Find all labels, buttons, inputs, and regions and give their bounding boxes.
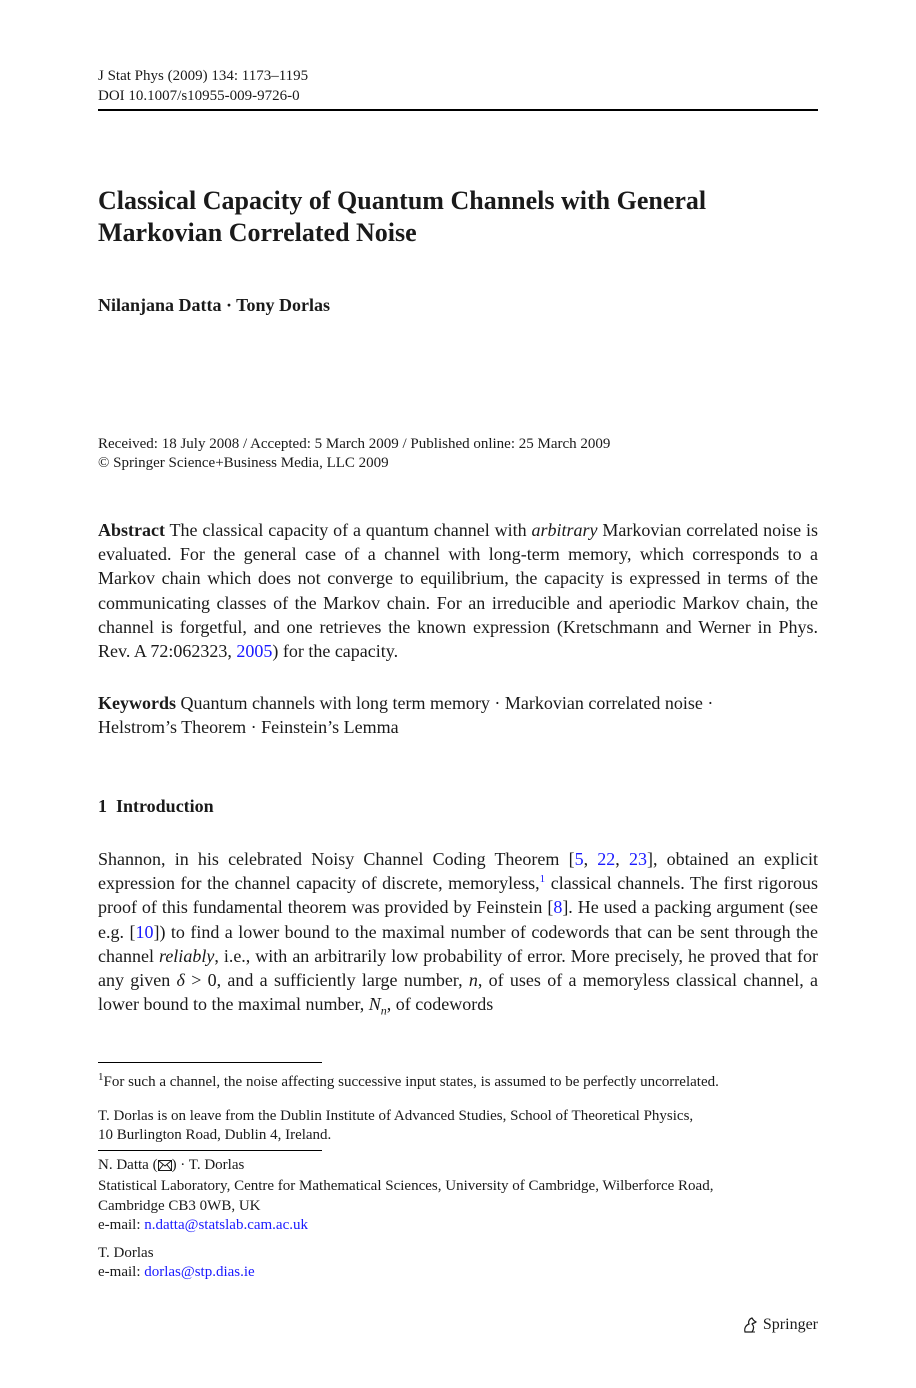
- intro-paragraph: Shannon, in his celebrated Noisy Channel Coding Theorem [5, 22, 23], obtained an explicit expression for the channel capacity of discrete, memoryless,$^1$ classical channels. The first rigorous proof of this fundamental theorem was provided by Feinstein [8]. He used a packing argument (see e.g. [10]) to find a lower bound to the maximal number of codewords that can be sent through the channel reliably, i.e., with an arbitrarily low probability of error. More precisely, he proved that for any given δ > 0, and a sufficiently large number, n, of uses of a memoryless classical channel, a lower bound to the maximal number, $N_n$, of codewords: [98, 849, 819, 1018]
- footnote: $^1$For such a channel, the noise affecting successive input states, is assumed to be perfectly uncorrelated.: [98, 1071, 719, 1090]
- dates: Received: 18 July 2008 / Accepted: 5 March 2009 / Published online: 25 March 2009: [98, 436, 611, 452]
- affiliation-dorlas: T. Dorlas e-mail: dorlas@stp.dias.ie: [98, 1245, 255, 1281]
- authors: Nilanjana Datta · Tony Dorlas: [98, 295, 331, 315]
- citation-23[interactable]: 23: [629, 849, 647, 869]
- paper-title: Classical Capacity of Quantum Channels with General Markovian Correlated Noise: [98, 186, 707, 247]
- leave-note: T. Dorlas is on leave from the Dublin Institute of Advanced Studies, School of Theoretical Physics, 10 Burlington Road, Dublin 4, Ireland.: [98, 1108, 694, 1143]
- doi: DOI 10.1007/s10955-009-9726-0: [98, 88, 300, 104]
- springer-horse-icon: [741, 1316, 759, 1334]
- abstract-label: Abstract: [98, 520, 165, 540]
- email-link-dorlas[interactable]: dorlas@stp.dias.ie: [144, 1264, 255, 1281]
- email-link-datta[interactable]: n.datta@statslab.cam.ac.uk: [144, 1216, 308, 1233]
- journal-citation: J Stat Phys (2009) 134: 1173–1195: [98, 68, 309, 84]
- journal-header: [98, 66, 308, 106]
- citation-5[interactable]: 5: [574, 849, 584, 869]
- header-rule: [98, 109, 818, 111]
- citation-8[interactable]: 8: [553, 897, 563, 918]
- abstract: Abstract The classical capacity of a quantum channel with arbitrary Markovian correlated noise is evaluated. For the general case of a channel with long-term memory, which corresponds to a Markov chain which does not converge to equilibrium, the capacity is expressed in terms of the communicating classes of the Markov chain. For an irreducible and aperiodic Markov chain, the channel is forgetful, and one retrieves the known expression (Kretschmann and Werner in Phys. Rev. A 72:062323, 2005) for the capacity.: [98, 520, 818, 662]
- section-title: Introduction: [116, 796, 214, 816]
- keywords-label: Keywords: [98, 693, 176, 713]
- affiliation-datta: N. Datta ( ) · T. Dorlas Statistical Laboratory, Centre for Mathematical Sciences, University of Cambridge, Wilberforce Road, Cambridge CB3 0WB, UK e-mail: n.datta@statslab.cam.ac.uk: [98, 1156, 818, 1235]
- citation-2005[interactable]: 2005: [236, 641, 273, 662]
- citation-22[interactable]: 22: [597, 849, 616, 869]
- publisher-name: Springer: [762, 1316, 818, 1333]
- footnote-mark: 1: [98, 1071, 104, 1083]
- copyright: © Springer Science+Business Media, LLC 2009: [98, 455, 389, 471]
- keywords: Keywords Quantum channels with long term memory · Markovian correlated noise · Helstrom’s Theorem · Feinstein’s Lemma: [98, 693, 714, 738]
- footnote-ref-1[interactable]: 1: [539, 873, 546, 886]
- section-heading: [98, 796, 214, 817]
- section-number: 1: [98, 796, 107, 816]
- citation-10[interactable]: 10: [135, 921, 154, 942]
- article-history: [98, 435, 610, 473]
- affiliation-names: N. Datta ( ) · T. Dorlas: [98, 1156, 818, 1177]
- footnote-rule: [98, 1062, 322, 1063]
- envelope-icon: [158, 1158, 172, 1177]
- publisher-logo: [741, 1316, 818, 1334]
- affiliation-rule: [98, 1150, 322, 1151]
